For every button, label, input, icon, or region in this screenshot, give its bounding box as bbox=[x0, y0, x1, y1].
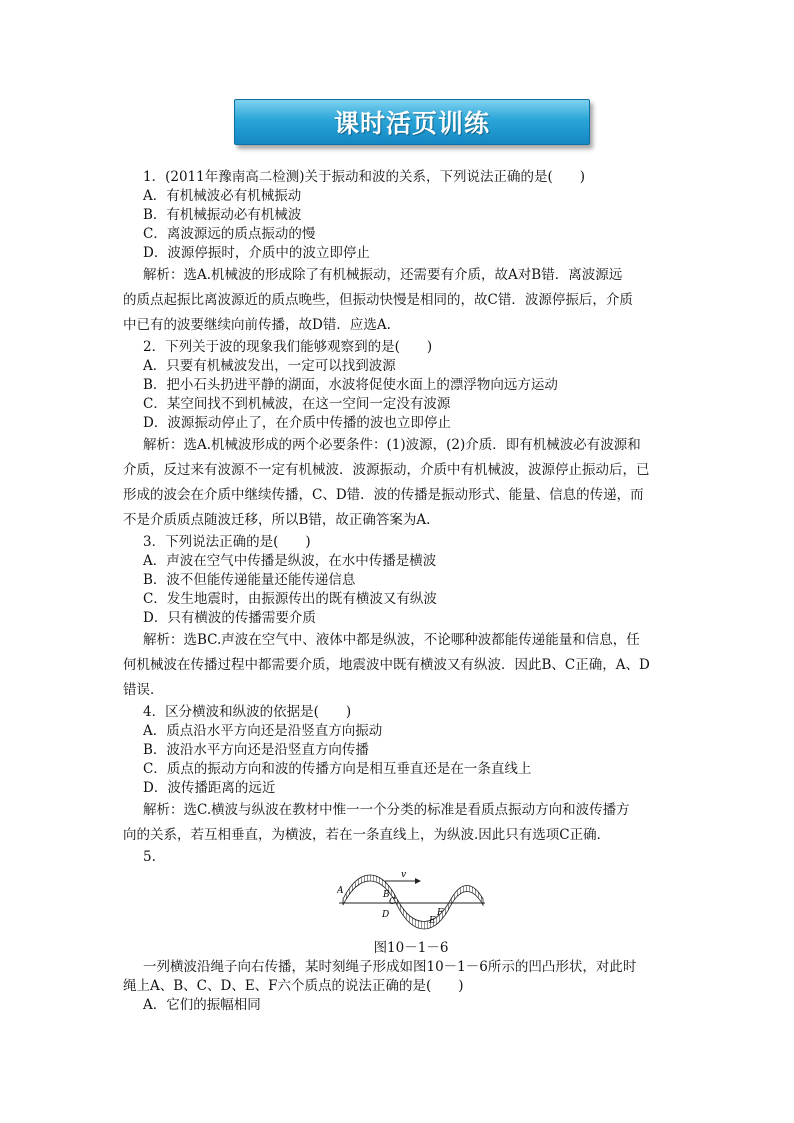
question-stem: 1．(2011年豫南高二检测)关于振动和波的关系，下列说法正确的是( ) bbox=[143, 169, 586, 185]
arrow-head-icon bbox=[415, 878, 421, 884]
analysis-line: 向的关系，若互相垂直，为横波，若在一条直线上，为纵波.因此只有选项C正确． bbox=[123, 827, 611, 843]
analysis-line: 解析：选BC.声波在空气中、液体中都是纵波，不论哪种波都能传递能量和信息，任 bbox=[143, 632, 640, 648]
analysis-line: 解析：选C.横波与纵波在教材中惟一一个分类的标准是看质点振动方向和波传播方 bbox=[143, 802, 630, 818]
question-stem: 4．区分横波和纵波的依据是( ) bbox=[143, 704, 352, 720]
option: C．质点的振动方向和波的传播方向是相互垂直还是在一条直线上 bbox=[143, 761, 532, 777]
title-banner bbox=[234, 99, 590, 145]
option: B．有机械振动必有机械波 bbox=[143, 207, 302, 223]
option: C．发生地震时，由振源传出的既有横波又有纵波 bbox=[143, 591, 437, 607]
option: B．波沿水平方向还是沿竖直方向传播 bbox=[143, 742, 369, 758]
question-3 bbox=[123, 533, 679, 703]
question-5 bbox=[123, 848, 679, 1015]
option: D．波源停振时，介质中的波立即停止 bbox=[143, 245, 370, 261]
question-stem: 一列横波沿绳子向右传播，某时刻绳子形成如图10－1－6所示的凹凸形状，对此时 bbox=[143, 959, 637, 975]
question-1 bbox=[123, 168, 679, 338]
analysis-line: 介质，反过来有波源不一定有机械波．波源振动，介质中有机械波，波源停止振动后，已 bbox=[123, 462, 650, 478]
question-stem: 3．下列说法正确的是( ) bbox=[143, 534, 311, 550]
option: B．波不但能传递能量还能传递信息 bbox=[143, 572, 356, 588]
analysis-line: 形成的波会在介质中继续传播，C、D错．波的传播是振动形式、能量、信息的传递，而 bbox=[123, 487, 644, 503]
label-F: F bbox=[437, 908, 444, 918]
analysis-line: 何机械波在传播过程中都需要介质，地震波中既有横波又有纵波．因此B、C正确，A、D bbox=[123, 657, 650, 673]
option: A．质点沿水平方向还是沿竖直方向振动 bbox=[143, 723, 383, 739]
question-number: 5. bbox=[143, 849, 156, 865]
wave-figure bbox=[143, 867, 679, 939]
option: D．波源振动停止了，在介质中传播的波也立即停止 bbox=[143, 415, 451, 431]
option: A．有机械波必有机械振动 bbox=[143, 188, 302, 204]
label-C: C bbox=[389, 897, 396, 907]
figure-caption: 图10－1－6 bbox=[373, 940, 449, 956]
label-E: E bbox=[429, 916, 436, 926]
question-stem: 绳上A、B、C、D、E、F六个质点的说法正确的是( ) bbox=[123, 978, 464, 994]
question-stem: 2．下列关于波的现象我们能够观察到的是( ) bbox=[143, 339, 433, 355]
label-D: D bbox=[382, 910, 390, 920]
label-A: A bbox=[337, 886, 344, 896]
page-title: 课时活页训练 bbox=[333, 109, 490, 138]
option: A．它们的振幅相同 bbox=[143, 997, 261, 1013]
option: A．只要有机械波发出，一定可以找到波源 bbox=[143, 358, 396, 374]
option: C．某空间找不到机械波，在这一空间一定没有波源 bbox=[143, 396, 451, 412]
option: B．把小石头扔进平静的湖面，水波将促使水面上的漂浮物向远方运动 bbox=[143, 377, 558, 393]
analysis-line: 解析：选A.机械波的形成除了有机械振动，还需要有介质，故A对B错．离波源远 bbox=[143, 267, 623, 283]
option: D．波传播距离的远近 bbox=[143, 780, 276, 796]
rope-wave-diagram bbox=[337, 871, 487, 933]
analysis-line: 的质点起振比离波源近的质点晚些，但振动快慢是相同的，故C错．波源停振后，介质 bbox=[123, 292, 633, 308]
analysis-line: 中已有的波要继续向前传播，故D错．应选A. bbox=[123, 317, 391, 333]
question-4 bbox=[123, 703, 679, 848]
label-v: v bbox=[401, 871, 407, 880]
option: C．离波源远的质点振动的慢 bbox=[143, 226, 316, 242]
option: A．声波在空气中传播是纵波，在水中传播是横波 bbox=[143, 553, 437, 569]
analysis-line: 解析：选A.机械波形成的两个必要条件：(1)波源，(2)介质．即有机械波必有波源和 bbox=[143, 437, 641, 453]
question-2 bbox=[123, 338, 679, 533]
rope-band bbox=[343, 875, 483, 929]
analysis-line: 不是介质质点随波迁移，所以B错，故正确答案为A. bbox=[123, 512, 431, 528]
option: D．只有横波的传播需要介质 bbox=[143, 610, 316, 626]
document-body bbox=[123, 168, 679, 1015]
label-B: B bbox=[383, 890, 390, 900]
analysis-line: 错误． bbox=[123, 682, 164, 698]
